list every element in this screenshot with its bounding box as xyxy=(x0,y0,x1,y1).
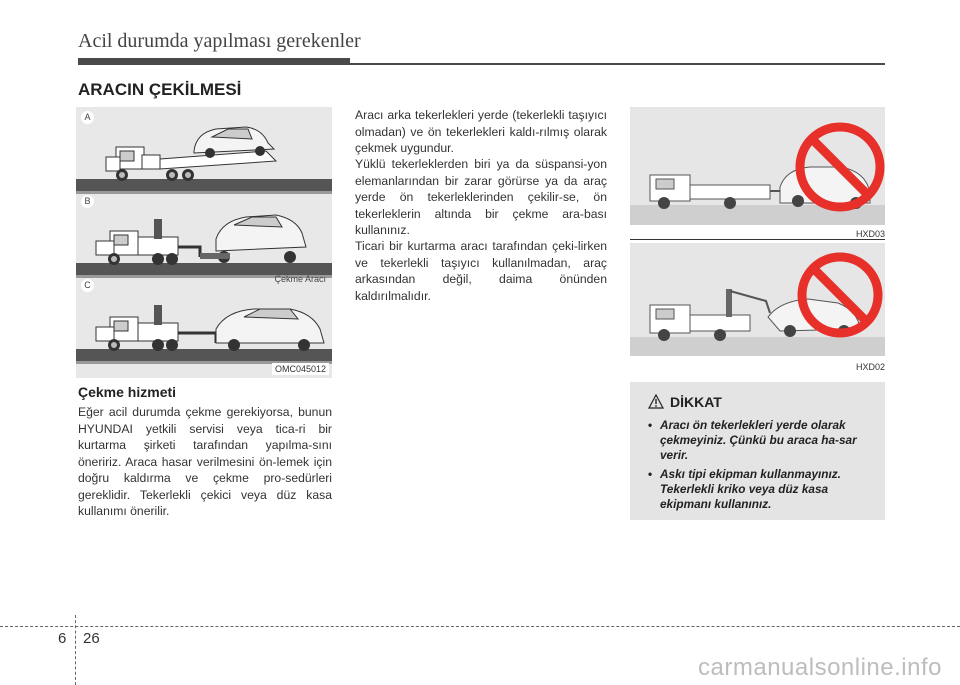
mid-paragraph-3: Ticari bir kurtarma aracı tarafından çeki-lirken ve tekerlekli taşıyıcı kullanılmadan, araç arkasından değil, daima önünden kaldırılmalıdır. xyxy=(355,239,607,303)
figure-code-hxd03: HXD03 xyxy=(855,229,885,239)
section-number: 6 xyxy=(58,630,67,647)
figure-code-left: OMC045012 xyxy=(272,363,329,375)
prohibited-tow-drawing-1 xyxy=(630,107,885,225)
warning-box xyxy=(630,382,885,520)
towing-drawings xyxy=(76,107,332,378)
panel-label-c: C xyxy=(81,279,94,292)
footer-rule xyxy=(0,626,960,627)
left-paragraph: Eğer acil durumda çekme gerekiyorsa, bunun HYUNDAI yetkili servisi veya tica-ri bir kurtarma şirketi tarafından yapılma-sını öneririz. Araca hasar verilmesini ön-lemek için doğru kaldırma ve çekme pro-sedürleri gereklidir. Tekerlekli çekici veya düz kasa kullanımı önerilir. xyxy=(78,405,332,518)
warning-list xyxy=(640,418,878,516)
figure-separator xyxy=(630,239,885,240)
towing-illustration xyxy=(76,107,332,378)
warning-title: DİKKAT xyxy=(670,394,722,410)
panel-label-b: B xyxy=(81,195,94,208)
footer-divider xyxy=(75,615,76,685)
warning-item-1: • Aracı ön tekerlekleri yerde olarak çekmeyiniz. Çünkü bu araca ha-sar verir. xyxy=(640,418,878,463)
prohibited-tow-figure-2 xyxy=(630,243,885,356)
panel-label-a: A xyxy=(81,111,94,124)
section-title: ARACIN ÇEKİLMESİ xyxy=(78,80,242,99)
header-rule xyxy=(350,63,885,65)
subsection-title: Çekme hizmeti xyxy=(78,384,177,400)
figure-caption: Çekme Aracı xyxy=(274,274,326,284)
warning-item-2: • Askı tipi ekipman kullanmayınız. Tekerlekli kriko veya düz kasa ekipmanı kullanınız. xyxy=(640,467,878,512)
wheel-lift-dolly-drawing xyxy=(76,215,332,278)
wheel-lift-drawing xyxy=(76,305,332,364)
page-number: 26 xyxy=(83,630,100,647)
figure-code-hxd02: HXD02 xyxy=(855,362,885,372)
watermark: carmanualsonline.info xyxy=(698,654,942,681)
prohibited-tow-figure-1 xyxy=(630,107,885,225)
mid-paragraph-2: Yüklü tekerleklerden biri ya da süspansi-yon elemanlarından bir zarar görürse ya da araç yerde ön tekerleklerinden çekilir-se, ön tekerleklerin altında bir çekme ara-bası kullanınız. xyxy=(355,157,607,237)
prohibited-tow-drawing-2 xyxy=(630,243,885,356)
warning-triangle-icon xyxy=(648,394,664,409)
mid-paragraph-1: Aracı arka tekerlekleri yerde (tekerlekli taşıyıcı olmadan) ve ön tekerlekleri kaldı-rılmış olarak çekmek uygundur. xyxy=(355,108,607,155)
header-title: Acil durumda yapılması gerekenler xyxy=(78,30,361,52)
flatbed-truck-drawing xyxy=(76,127,332,194)
header-bar xyxy=(78,58,350,65)
